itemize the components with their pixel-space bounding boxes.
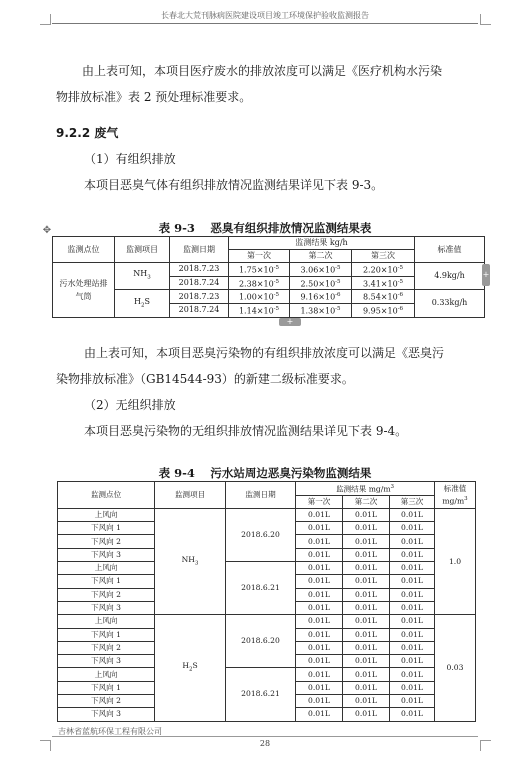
- point-cell: 下风向 1: [58, 628, 155, 641]
- item-cell: $H_2S$: [115, 290, 170, 317]
- header-result: 监测结果 kg/h: [229, 237, 415, 250]
- value-cell: $1.38\times 10^{-5}$: [290, 303, 352, 317]
- value-cell: 0.01L: [390, 575, 435, 588]
- value-cell: 0.01L: [390, 601, 435, 614]
- value-cell: 0.01L: [343, 588, 390, 601]
- value-cell: 0.01L: [296, 668, 343, 681]
- value-cell: 0.01L: [390, 668, 435, 681]
- value-cell: 0.01L: [343, 628, 390, 641]
- value-cell: 0.01L: [296, 615, 343, 628]
- value-cell: 0.01L: [343, 615, 390, 628]
- value-cell: $3.06\times 10^{-5}$: [290, 263, 352, 277]
- header-second: 第二次: [343, 495, 390, 508]
- header-third: 第三次: [390, 495, 435, 508]
- point-cell: 下风向 1: [58, 575, 155, 588]
- add-row-plus-icon[interactable]: +: [279, 318, 301, 326]
- date-cell: 2018.6.21: [226, 562, 296, 615]
- value-cell: 0.01L: [390, 708, 435, 721]
- header-second: 第二次: [290, 250, 352, 263]
- value-cell: 0.01L: [343, 668, 390, 681]
- point-cell: 下风向 3: [58, 601, 155, 614]
- table-9-4-caption: 表 9-4 污水站周边恶臭污染物监测结果: [158, 466, 372, 480]
- point-cell: 上风向: [58, 508, 155, 521]
- table-row: [53, 290, 485, 304]
- table-row: [58, 562, 476, 575]
- table-row: [53, 263, 485, 277]
- value-cell: 0.01L: [343, 641, 390, 654]
- point-cell: 下风向 2: [58, 694, 155, 707]
- value-cell: 0.01L: [296, 628, 343, 641]
- date-cell: 2018.7.23: [170, 263, 229, 277]
- table-9-3-caption: 表 9-3 恶臭有组织排放情况监测结果表: [158, 221, 372, 235]
- value-cell: 0.01L: [296, 655, 343, 668]
- date-cell: 2018.6.20: [226, 615, 296, 668]
- value-cell: 0.01L: [296, 601, 343, 614]
- section-number: 9.2.2: [56, 126, 91, 140]
- point-cell: 下风向 2: [58, 535, 155, 548]
- value-cell: 0.01L: [343, 601, 390, 614]
- header-item: 监测项目: [155, 482, 226, 509]
- value-cell: $1.14\times 10^{-5}$: [229, 303, 290, 317]
- paragraph-3-line-1: 由上表可知，本项目恶臭污染物的有组织排放浓度可以满足《恶臭污: [84, 346, 445, 360]
- footer-company: 吉林省蓝航环保工程有限公司: [58, 727, 162, 736]
- value-cell: 0.01L: [343, 694, 390, 707]
- limit-cell: 0.33kg/h: [415, 290, 485, 317]
- value-cell: 0.01L: [390, 548, 435, 561]
- value-cell: $8.54\times 10^{-6}$: [352, 290, 415, 304]
- header-result: 监测结果 $mg/m^3$: [296, 482, 435, 496]
- value-cell: 0.01L: [390, 655, 435, 668]
- limit-cell: 4.9kg/h: [415, 263, 485, 290]
- table-row: [58, 615, 476, 628]
- move-handle-icon[interactable]: ✥: [42, 225, 52, 236]
- point-cell: 污水处理站排气筒: [53, 263, 115, 318]
- header-rule: [52, 23, 478, 24]
- table-9-4: [57, 481, 476, 722]
- header-limit: 标准值 $mg/m^3$: [435, 482, 476, 509]
- point-cell: 下风向 1: [58, 522, 155, 535]
- value-cell: 0.01L: [390, 508, 435, 521]
- value-cell: 0.01L: [296, 522, 343, 535]
- value-cell: 0.01L: [390, 641, 435, 654]
- value-cell: 0.01L: [296, 641, 343, 654]
- table-row: [58, 508, 476, 521]
- limit-cell: 0.03: [435, 615, 476, 721]
- value-cell: 0.01L: [343, 522, 390, 535]
- value-cell: $2.38\times 10^{-5}$: [229, 276, 290, 290]
- point-cell: 下风向 2: [58, 641, 155, 654]
- paragraph-4: 本项目恶臭污染物的无组织排放情况监测结果详见下表 9-4。: [84, 424, 408, 438]
- value-cell: 0.01L: [390, 694, 435, 707]
- value-cell: 0.01L: [343, 562, 390, 575]
- header-third: 第三次: [352, 250, 415, 263]
- point-cell: 下风向 2: [58, 588, 155, 601]
- point-cell: 下风向 1: [58, 681, 155, 694]
- value-cell: 0.01L: [390, 615, 435, 628]
- point-cell: 下风向 3: [58, 548, 155, 561]
- point-cell: 上风向: [58, 668, 155, 681]
- value-cell: $9.95\times 10^{-6}$: [352, 303, 415, 317]
- value-cell: 0.01L: [343, 508, 390, 521]
- value-cell: 0.01L: [343, 655, 390, 668]
- subheading-fugitive: （2）无组织排放: [84, 398, 176, 412]
- value-cell: 0.01L: [296, 708, 343, 721]
- header-date: 监测日期: [226, 482, 296, 509]
- point-cell: 下风向 3: [58, 655, 155, 668]
- point-cell: 上风向: [58, 562, 155, 575]
- footer-rule: [52, 736, 478, 737]
- paragraph-3-line-2: 染物排放标准》（GB14544-93）的新建二级标准要求。: [56, 372, 354, 386]
- value-cell: 0.01L: [390, 522, 435, 535]
- header-item: 监测项目: [115, 237, 170, 263]
- paragraph-1-line-2: 物排放标准》表 2 预处理标准要求。: [56, 90, 252, 104]
- value-cell: $1.75\times 10^{-5}$: [229, 263, 290, 277]
- value-cell: 0.01L: [343, 548, 390, 561]
- value-cell: $9.16\times 10^{-6}$: [290, 290, 352, 304]
- header-first: 第一次: [229, 250, 290, 263]
- value-cell: 0.01L: [343, 708, 390, 721]
- section-heading: [56, 124, 118, 141]
- point-cell: 下风向 3: [58, 708, 155, 721]
- crop-mark-bottom-right: [480, 740, 491, 751]
- crop-mark-bottom-left: [40, 740, 51, 751]
- date-cell: 2018.6.21: [226, 668, 296, 721]
- limit-cell: 1.0: [435, 508, 476, 614]
- running-header: 长春北大荒刊脉病医院建设项目竣工环境保护验收监测报告: [161, 11, 369, 20]
- value-cell: 0.01L: [296, 694, 343, 707]
- paragraph-2: 本项目恶臭气体有组织排放情况监测结果详见下表 9-3。: [84, 178, 384, 192]
- item-cell: $NH_3$: [115, 263, 170, 290]
- value-cell: $2.20\times 10^{-5}$: [352, 263, 415, 277]
- value-cell: 0.01L: [296, 562, 343, 575]
- value-cell: 0.01L: [343, 535, 390, 548]
- section-title: 废气: [94, 126, 119, 140]
- item-cell: $H_2S$: [155, 615, 226, 721]
- date-cell: 2018.6.20: [226, 508, 296, 561]
- value-cell: 0.01L: [296, 508, 343, 521]
- value-cell: 0.01L: [343, 681, 390, 694]
- date-cell: 2018.7.24: [170, 276, 229, 290]
- header-limit: 标准值: [415, 237, 485, 263]
- value-cell: 0.01L: [296, 681, 343, 694]
- value-cell: $1.00\times 10^{-5}$: [229, 290, 290, 304]
- value-cell: 0.01L: [390, 535, 435, 548]
- table-9-3: [52, 236, 485, 318]
- table-row: [58, 668, 476, 681]
- point-cell: 上风向: [58, 615, 155, 628]
- subheading-organized: （1）有组织排放: [84, 152, 176, 166]
- value-cell: $2.50\times 10^{-5}$: [290, 276, 352, 290]
- header-date: 监测日期: [170, 237, 229, 263]
- value-cell: 0.01L: [390, 562, 435, 575]
- value-cell: 0.01L: [296, 535, 343, 548]
- paragraph-1-line-1: 由上表可知，本项目医疗废水的排放浓度可以满足《医疗机构水污染: [82, 64, 443, 78]
- value-cell: 0.01L: [296, 575, 343, 588]
- value-cell: 0.01L: [390, 628, 435, 641]
- value-cell: 0.01L: [390, 681, 435, 694]
- date-cell: 2018.7.24: [170, 303, 229, 317]
- value-cell: 0.01L: [296, 588, 343, 601]
- value-cell: $3.41\times 10^{-5}$: [352, 276, 415, 290]
- item-cell: $NH_3$: [155, 508, 226, 614]
- value-cell: 0.01L: [296, 548, 343, 561]
- header-point: 监测点位: [53, 237, 115, 263]
- header-point: 监测点位: [58, 482, 155, 509]
- header-first: 第一次: [296, 495, 343, 508]
- page-number: 28: [259, 739, 271, 748]
- add-column-plus-icon[interactable]: +: [482, 264, 490, 286]
- date-cell: 2018.7.23: [170, 290, 229, 304]
- value-cell: 0.01L: [390, 588, 435, 601]
- value-cell: 0.01L: [343, 575, 390, 588]
